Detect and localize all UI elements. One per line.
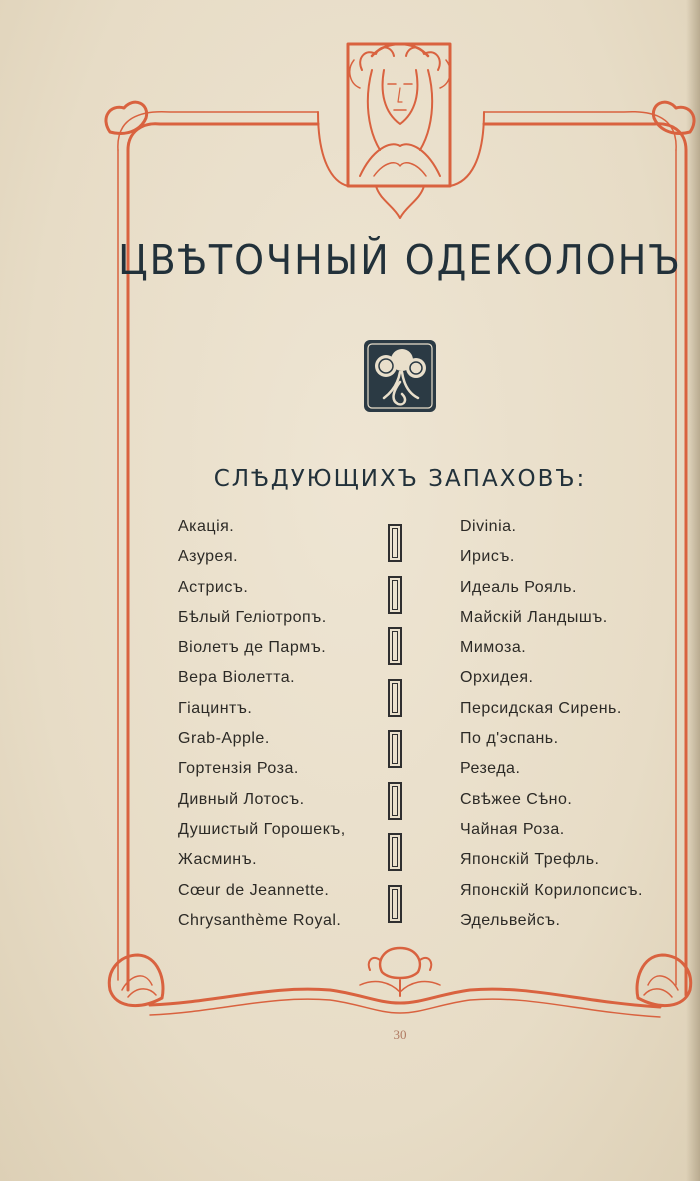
fragrance-item: Вера Віолетта. (178, 669, 296, 687)
fragrance-item: Орхидея. (460, 669, 534, 687)
flower-emblem-icon (362, 338, 438, 414)
fragrance-item: Персидская Сирень. (460, 699, 622, 717)
list-heading: СЛѢДУЮЩИХЪ ЗАПАХОВЪ: (213, 466, 587, 492)
fragrance-item: Резеда. (460, 760, 521, 778)
fragrance-item: Дивный Лотосъ. (178, 790, 305, 808)
fragrance-item: Cœur de Jeannette. (178, 881, 330, 899)
fragrance-item: Гіацинтъ. (178, 699, 253, 717)
fragrance-item: Мимоза. (460, 639, 527, 657)
fragrance-item: Гортензія Роза. (178, 760, 299, 778)
decorative-bar (388, 679, 402, 717)
decorative-bar (388, 885, 402, 923)
fragrance-list-right (460, 512, 643, 936)
decorative-bar-column (388, 524, 402, 936)
fragrance-item: Divinia. (460, 518, 517, 535)
fragrance-item: По д'эспань. (460, 730, 559, 748)
fragrance-item: Чайная Роза. (460, 820, 565, 838)
decorative-bar (388, 576, 402, 614)
fragrance-item: Астрисъ. (178, 578, 249, 596)
fragrance-item: Акація. (178, 518, 235, 535)
fragrance-item: Віолетъ де Пармъ. (178, 639, 327, 657)
fragrance-item: Майскій Ландышъ. (460, 608, 608, 626)
decorative-bar (388, 627, 402, 665)
fragrance-item: Бѣлый Геліотропъ. (178, 608, 327, 626)
fragrance-item: Душистый Горошекъ, (178, 820, 346, 838)
page-number: 30 (393, 1027, 407, 1042)
fragrance-item: Свѣжее Сѣно. (460, 790, 573, 808)
fragrance-list-left (178, 512, 346, 936)
decorative-bar (388, 524, 402, 562)
fragrance-item: Эдельвейсъ. (460, 911, 561, 929)
fragrance-item: Жасминъ. (178, 851, 258, 869)
fragrance-item: Японскій Трефль. (460, 851, 600, 869)
decorative-bar (388, 833, 402, 871)
fragrance-item: Азурея. (178, 548, 239, 566)
fragrance-item: Chrysanthème Royal. (178, 911, 342, 929)
fragrance-item: Grab-Apple. (178, 730, 270, 748)
fragrance-item: Ирисъ. (460, 548, 515, 566)
decorative-bar (388, 730, 402, 768)
fragrance-item: Японскій Корилопсисъ. (460, 881, 643, 899)
page-title: ЦВѢТОЧНЫЙ ОДЕКОЛОНЪ (118, 236, 682, 284)
fragrance-item: Идеаль Рояль. (460, 578, 577, 596)
decorative-bar (388, 782, 402, 820)
